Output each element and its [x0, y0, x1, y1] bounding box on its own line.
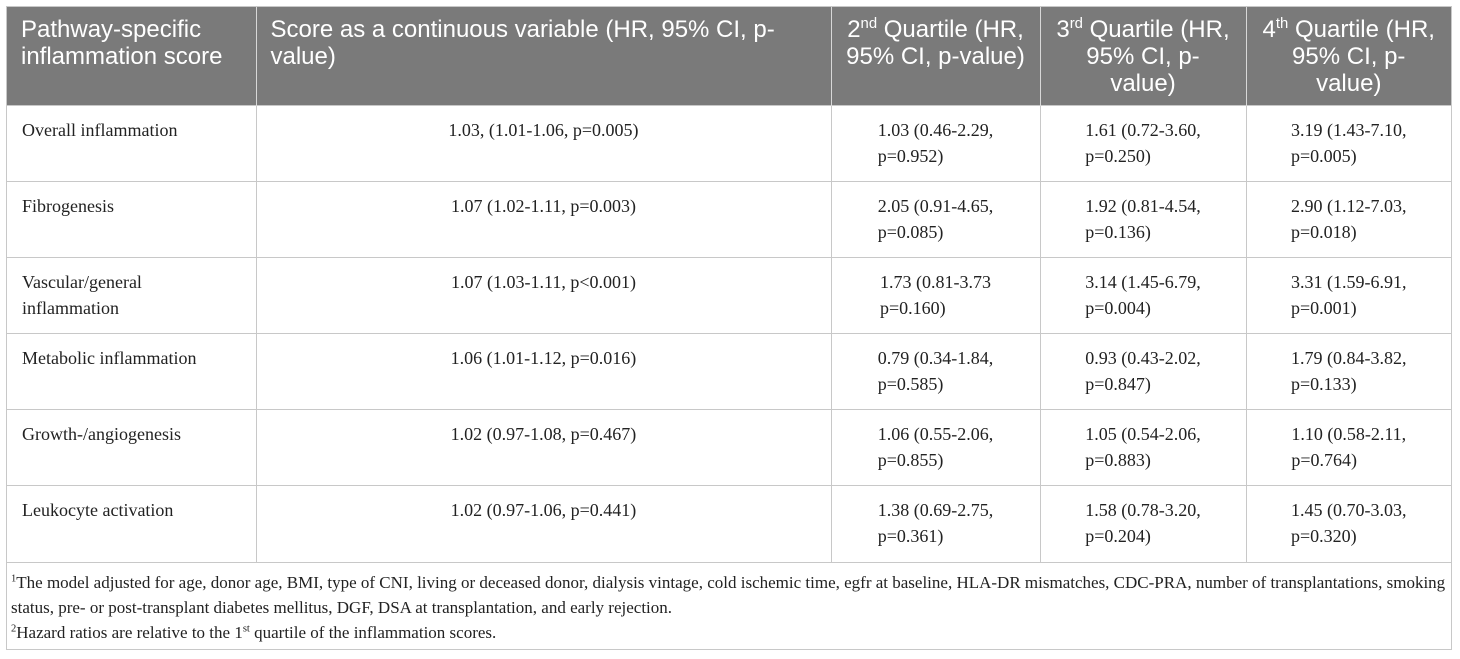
- row-q2-value: 0.79 (0.34-1.84, p=0.585): [831, 334, 1040, 410]
- row-continuous-value: 1.07 (1.03-1.11, p<0.001): [256, 258, 831, 334]
- row-q2-value: 1.06 (0.55-2.06, p=0.855): [831, 410, 1040, 486]
- row-continuous-value: 1.03, (1.01-1.06, p=0.005): [256, 106, 831, 182]
- footnote-2-marker: 2: [11, 622, 17, 634]
- row-continuous-value: 1.06 (1.01-1.12, p=0.016): [256, 334, 831, 410]
- row-q4-value: 1.79 (0.84-3.82, p=0.133): [1246, 334, 1451, 410]
- header-4th-quartile: 4th Quartile (HR, 95% CI, p-value): [1246, 7, 1451, 106]
- row-name: Fibrogenesis: [7, 182, 256, 258]
- table-row: [7, 258, 1451, 334]
- footnote-1-marker: 1: [11, 572, 17, 584]
- row-q3-value: 3.14 (1.45-6.79, p=0.004): [1040, 258, 1246, 334]
- row-name: Leukocyte activation: [7, 486, 256, 562]
- footnote-1-text: The model adjusted for age, donor age, BMI, type of CNI, living or deceased donor, dialysis vintage, cold ischemic time, egfr at baseline, HLA-DR mismatches, CDC-PRA, number of transplantations, smoking status, pre- or post-transplant diabetes mellitus, DGF, DSA at transplantation, and early rejection.: [11, 572, 1446, 617]
- row-q3-value: 1.92 (0.81-4.54, p=0.136): [1040, 182, 1246, 258]
- row-q2-value: 1.03 (0.46-2.29, p=0.952): [831, 106, 1040, 182]
- table-header-row: [7, 7, 1451, 106]
- row-continuous-value: 1.02 (0.97-1.08, p=0.467): [256, 410, 831, 486]
- table-row: [7, 106, 1451, 182]
- header-3rd-quartile: 3rd Quartile (HR, 95% CI, p-value): [1040, 7, 1246, 106]
- footnote-1: [11, 570, 1447, 620]
- row-q3-value: 0.93 (0.43-2.02, p=0.847): [1040, 334, 1246, 410]
- table-footnotes: [7, 562, 1451, 649]
- table-row: [7, 486, 1451, 562]
- hazard-ratio-table: [7, 7, 1451, 562]
- row-q2-value: 1.38 (0.69-2.75, p=0.361): [831, 486, 1040, 562]
- results-table-container: [6, 6, 1452, 650]
- header-continuous-variable: Score as a continuous variable (HR, 95% CI, p-value): [256, 7, 831, 106]
- row-q2-value: 1.73 (0.81-3.73 p=0.160): [831, 258, 1040, 334]
- row-q4-value: 1.45 (0.70-3.03, p=0.320): [1246, 486, 1451, 562]
- footnote-2: $^2$Hazard ratios are relative to the 1st quartile of the inflammation scores.: [11, 622, 497, 642]
- header-2nd-quartile: 2nd Quartile (HR, 95% CI, p-value): [831, 7, 1040, 106]
- row-q4-value: 1.10 (0.58-2.11, p=0.764): [1246, 410, 1451, 486]
- row-continuous-value: 1.02 (0.97-1.06, p=0.441): [256, 486, 831, 562]
- row-q4-value: 2.90 (1.12-7.03, p=0.018): [1246, 182, 1451, 258]
- row-q3-value: 1.05 (0.54-2.06, p=0.883): [1040, 410, 1246, 486]
- table-row: [7, 182, 1451, 258]
- row-q4-value: 3.31 (1.59-6.91, p=0.001): [1246, 258, 1451, 334]
- row-q4-value: 3.19 (1.43-7.10, p=0.005): [1246, 106, 1451, 182]
- header-pathway-score: Pathway-specific inflammation score: [7, 7, 256, 106]
- row-name: Metabolic inflammation: [7, 334, 256, 410]
- row-continuous-value: 1.07 (1.02-1.11, p=0.003): [256, 182, 831, 258]
- table-row: [7, 410, 1451, 486]
- row-name: Vascular/general inflammation: [7, 258, 256, 334]
- row-q2-value: 2.05 (0.91-4.65, p=0.085): [831, 182, 1040, 258]
- table-row: [7, 334, 1451, 410]
- row-q3-value: 1.61 (0.72-3.60, p=0.250): [1040, 106, 1246, 182]
- row-name: Overall inflammation: [7, 106, 256, 182]
- row-q3-value: 1.58 (0.78-3.20, p=0.204): [1040, 486, 1246, 562]
- row-name: Growth-/angiogenesis: [7, 410, 256, 486]
